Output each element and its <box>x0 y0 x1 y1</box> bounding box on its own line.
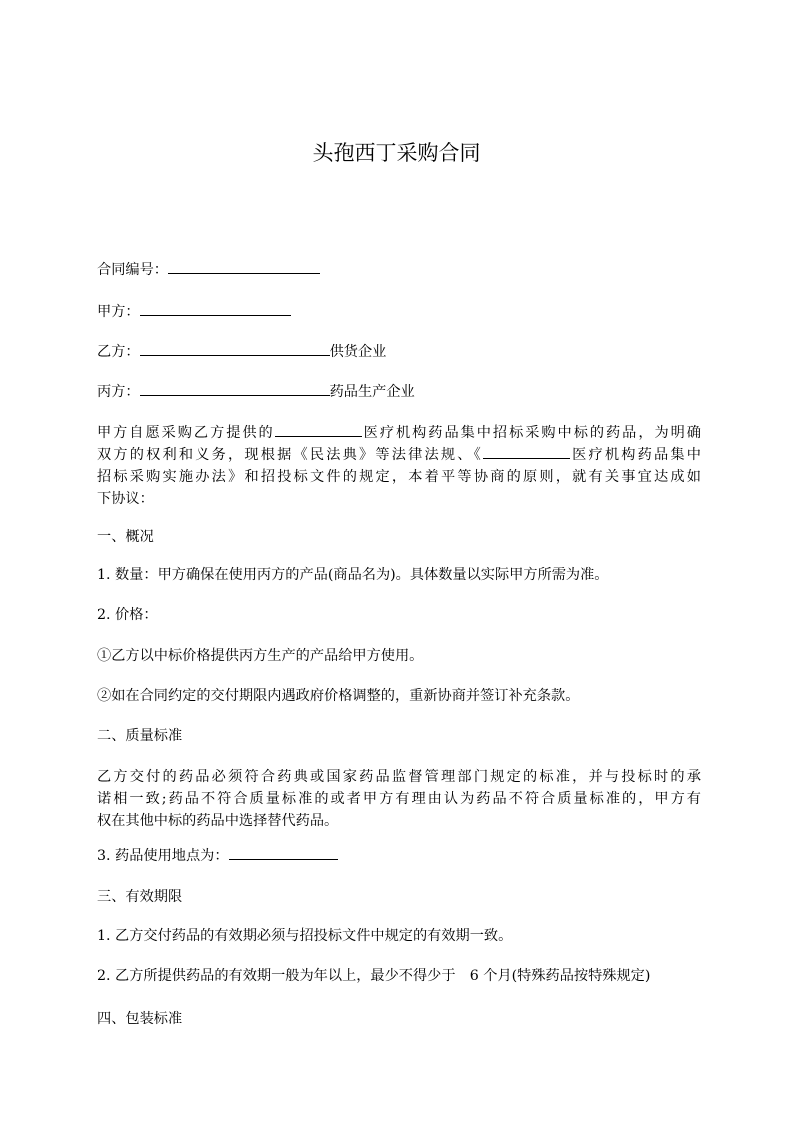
section-3-heading: 三、有效期限 <box>97 889 183 905</box>
section-2-heading: 二、质量标准 <box>97 728 183 744</box>
intro-line-1-end: 医疗机构药品集中招标采购中标的药品，为明确 <box>361 425 701 441</box>
intro-line-3: 招标采购实施办法》和招投标文件的规定，本着平等协商的原则，就有关事宜达成如 <box>97 469 701 485</box>
section-4-heading: 四、包装标准 <box>97 1011 183 1027</box>
usage-location-label: 3. 药品使用地点为： <box>97 848 229 864</box>
party-a-line <box>97 301 701 323</box>
price-clause: 2. 价格： <box>97 607 158 623</box>
quality-line-2: 诺相一致;药品不符合质量标准的或者甲方有理由认为药品不符合质量标准的，甲方有 <box>97 791 701 807</box>
usage-location-blank <box>229 845 338 860</box>
party-c-blank <box>140 381 330 396</box>
intro-paragraph <box>97 422 701 510</box>
usage-location-line <box>97 845 701 867</box>
quality-line-1: 乙方交付的药品必须符合药典或国家药品监督管理部门规定的标准，并与投标时的承 <box>97 769 701 785</box>
intro-blank-2 <box>483 444 570 459</box>
contract-title: 头孢西丁采购合同 <box>312 141 481 165</box>
intro-line-1 <box>97 422 701 444</box>
party-b-line <box>97 341 701 363</box>
intro-line-2 <box>97 444 701 466</box>
contract-number-line <box>97 259 701 281</box>
party-b-blank <box>140 341 330 356</box>
price-item-1: ①乙方以中标价格提供丙方生产的产品给甲方使用。 <box>97 648 424 664</box>
party-a-label: 甲方： <box>97 304 140 320</box>
party-b-suffix: 供货企业 <box>329 344 387 360</box>
party-c-label: 丙方： <box>97 384 140 400</box>
intro-line-1-start: 甲方自愿采购乙方提供的 <box>97 425 275 441</box>
price-item-2: ②如在合同约定的交付期限内遇政府价格调整的，重新协商并签订补充条款。 <box>97 688 580 704</box>
section-1-heading: 一、概况 <box>97 529 154 545</box>
intro-line-2-end: 医疗机构药品集中 <box>569 447 701 463</box>
validity-item-1: 1. 乙方交付药品的有效期必须与招投标文件中规定的有效期一致。 <box>97 928 513 944</box>
intro-line-4: 下协议： <box>97 491 154 507</box>
party-c-suffix: 药品生产企业 <box>329 384 415 400</box>
contract-number-label: 合同编号： <box>97 262 168 278</box>
intro-line-2-start: 双方的权利和义务，现根据《民法典》等法律法规、《 <box>97 447 483 463</box>
contract-number-blank <box>168 259 320 274</box>
quality-line-3: 权在其他中标的药品中选择替代药品。 <box>97 813 339 829</box>
quantity-clause: 1. 数量：甲方确保在使用丙方的产品(商品名为)。具体数量以实际甲方所需为准。 <box>97 567 609 583</box>
party-b-label: 乙方： <box>97 344 140 360</box>
intro-blank-1 <box>275 422 362 437</box>
quality-paragraph <box>97 766 701 832</box>
party-a-blank <box>140 301 291 316</box>
party-c-line <box>97 381 701 403</box>
validity-item-2: 2. 乙方所提供药品的有效期一般为年以上，最少不得少于 6 个月(特殊药品按特殊规定) <box>97 968 651 984</box>
